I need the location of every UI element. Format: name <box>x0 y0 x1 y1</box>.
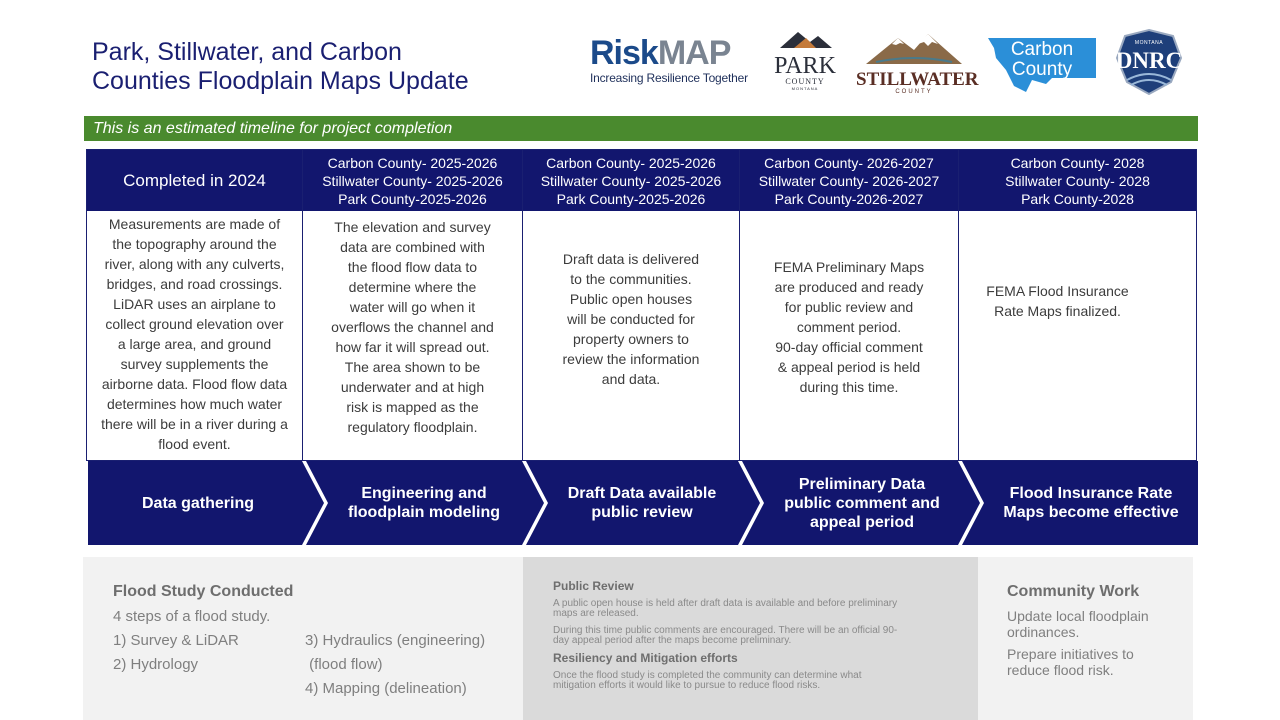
carbon-logo-text <box>986 40 1098 80</box>
column-body-text <box>303 217 522 437</box>
flood-study-step: 2) Hydrology <box>113 656 199 673</box>
paragraph-line: maps are released. <box>553 608 639 619</box>
column-header-line: Carbon County- 2026-2027 <box>764 154 934 171</box>
body-line: overflows the channel and <box>331 319 494 335</box>
body-line: are produced and ready <box>774 279 924 295</box>
dnrc-logo-state: MONTANA <box>1134 40 1164 46</box>
body-line: flood event. <box>158 436 231 452</box>
flood-study-step: 1) Survey & LiDAR <box>113 632 239 649</box>
paragraph-line: Once the flood study is completed the community can determine what <box>553 670 862 681</box>
body-line: Public open houses <box>569 291 693 307</box>
flood-study-step: (flood flow) <box>305 656 383 673</box>
column-header-line: Carbon County- 2025-2026 <box>546 154 716 171</box>
park-logo-state: MONTANA <box>791 86 819 91</box>
body-line: determines how much water <box>106 396 283 412</box>
flood-study-step: 3) Hydraulics (engineering) <box>305 632 486 649</box>
column-body <box>87 211 302 460</box>
phase-label-line: Flood Insurance Rate <box>1009 485 1173 502</box>
body-line: to the communities. <box>570 271 692 287</box>
body-line: The elevation and survey <box>334 219 491 235</box>
phase-label <box>978 461 1204 545</box>
body-line: 90-day official comment <box>775 339 923 355</box>
stillwater-mountain-icon <box>856 32 972 66</box>
column-body-text <box>87 214 302 454</box>
body-line: and data. <box>601 371 661 387</box>
body-line: data are combined with <box>340 239 485 255</box>
column-header <box>523 150 739 211</box>
column-body <box>740 211 958 460</box>
column-body <box>959 211 1196 460</box>
public-review-paragraph <box>553 599 897 619</box>
riskmap-logo <box>590 36 755 85</box>
phase-label <box>314 461 534 545</box>
timeline-column <box>958 150 1196 460</box>
community-work-panel <box>978 557 1193 720</box>
community-work-title: Community Work <box>1007 583 1140 600</box>
phase-label-line: appeal period <box>809 513 915 531</box>
body-line: during this time. <box>799 379 899 395</box>
timeline-column <box>302 150 522 460</box>
phase-label <box>88 461 308 545</box>
body-line: the topography around the <box>112 236 277 252</box>
column-header-line: Stillwater County- 2026-2027 <box>758 172 940 189</box>
column-header <box>303 150 522 211</box>
body-line: collect ground elevation over <box>105 316 284 332</box>
timeline-column <box>87 150 302 460</box>
phase-label-line: Data gathering <box>141 494 254 512</box>
column-header-line: Carbon County- 2028 <box>1010 154 1145 171</box>
timeline-banner: This is an estimated timeline for project completion <box>84 116 1198 141</box>
phase-chevron-bar <box>88 461 1200 545</box>
body-line: Draft data is delivered <box>562 251 700 267</box>
column-body-text <box>939 281 1176 321</box>
dnrc-logo <box>1113 28 1185 96</box>
column-body-text <box>523 249 739 389</box>
column-header-line: Stillwater County- 2028 <box>1005 172 1150 189</box>
phase-label-line: floodplain modeling <box>348 504 500 521</box>
flood-study-step: 4) Mapping (delineation) <box>305 680 467 697</box>
paragraph-line: During this time public comments are encouraged. There will be an official 90- <box>553 625 898 636</box>
phase-label-line: Draft Data available <box>567 485 717 502</box>
flood-study-title: Flood Study Conducted <box>113 583 294 600</box>
page-title-line2: Counties Floodplain Maps Update <box>92 67 469 95</box>
column-header-line: Carbon County- 2025-2026 <box>327 154 498 171</box>
page-title-line1: Park, Stillwater, and Carbon <box>92 38 402 66</box>
body-line: how far it will spread out. <box>335 339 490 355</box>
resiliency-paragraph <box>553 671 862 691</box>
riskmap-tagline: Increasing Resilience Together <box>590 71 748 85</box>
public-review-paragraph <box>553 626 897 646</box>
item-line: Prepare initiatives to <box>1007 646 1134 662</box>
item-line: Update local floodplain <box>1007 608 1149 624</box>
community-work-item <box>1007 608 1149 640</box>
page-title <box>92 38 572 96</box>
flood-study-panel <box>83 557 523 720</box>
body-line: underwater and at high <box>340 379 485 395</box>
body-line: water will go when it <box>349 299 476 315</box>
column-header-line: Stillwater County- 2025-2026 <box>322 172 503 189</box>
column-header-line: Park County-2025-2026 <box>338 190 487 207</box>
item-line: reduce flood risk. <box>1007 662 1114 678</box>
dnrc-logo-name: DNRC <box>1115 48 1183 73</box>
community-work-item <box>1007 646 1134 678</box>
body-line: LiDAR uses an airplane to <box>113 296 276 312</box>
body-line: a large area, and ground <box>117 336 272 352</box>
body-line: regulatory floodplain. <box>347 419 478 435</box>
riskmap-logo-map: MAP <box>657 34 731 72</box>
body-line: there will be in a river during a <box>101 416 288 432</box>
stillwater-logo-name: STILLWATER <box>856 69 979 90</box>
carbon-logo-line2: County <box>1011 59 1073 80</box>
body-line: property owners to <box>573 331 689 347</box>
body-line: Measurements are made of <box>108 216 281 232</box>
column-header-line: Park County-2025-2026 <box>556 190 706 207</box>
phase-label <box>752 461 972 545</box>
body-line: review the information <box>562 351 700 367</box>
park-county-logo <box>766 30 844 91</box>
timeline-column <box>522 150 739 460</box>
stillwater-logo-sub: COUNTY <box>895 89 933 95</box>
body-line: airborne data. Flood flow data <box>101 376 288 392</box>
body-line: FEMA Flood Insurance <box>986 283 1129 299</box>
column-body-text <box>740 257 958 397</box>
column-header-line: Park County-2028 <box>1021 190 1134 207</box>
flood-study-intro: 4 steps of a flood study. <box>113 608 271 625</box>
column-header <box>87 150 302 211</box>
timeline-table <box>86 149 1197 461</box>
public-review-panel <box>523 557 978 720</box>
phase-label-line: Preliminary Data <box>798 475 926 493</box>
phase-label-line: Maps become effective <box>1003 504 1179 521</box>
column-body <box>303 211 522 460</box>
timeline-column <box>739 150 958 460</box>
park-logo-name: PARK <box>774 53 836 79</box>
paragraph-line: mitigation efforts it would like to pursue to reduce flood risks. <box>553 680 821 691</box>
body-line: bridges, and road crossings. <box>106 276 283 292</box>
body-line: survey supplements the <box>120 356 269 372</box>
park-logo-sub: COUNTY <box>785 77 825 86</box>
column-header-line: Stillwater County- 2025-2026 <box>540 172 722 189</box>
column-header-line: Park County-2026-2027 <box>774 190 924 207</box>
public-review-heading: Public Review <box>553 579 634 593</box>
stillwater-county-logo <box>856 32 979 95</box>
body-line: comment period. <box>796 319 902 335</box>
body-line: river, along with any culverts, <box>104 256 285 272</box>
phase-label-line: public comment and <box>784 494 940 512</box>
phase-label-line: public review <box>591 504 693 521</box>
column-header <box>740 150 958 211</box>
paragraph-line: day appeal period after the maps become preliminary. <box>553 635 792 646</box>
carbon-county-logo <box>986 36 1098 98</box>
body-line: & appeal period is held <box>777 359 921 375</box>
body-line: for public review and <box>784 299 914 315</box>
body-line: The area shown to be <box>344 359 481 375</box>
column-body <box>523 211 739 460</box>
body-line: Rate Maps finalized. <box>994 303 1121 319</box>
phase-label <box>532 461 752 545</box>
body-line: risk is mapped as the <box>346 399 479 415</box>
body-line: FEMA Preliminary Maps <box>773 259 925 275</box>
riskmap-logo-risk: Risk <box>590 34 658 72</box>
body-line: determine where the <box>348 279 477 295</box>
park-mountain-icon <box>766 30 844 50</box>
column-header <box>959 150 1196 211</box>
column-header-line: Completed in 2024 <box>123 170 266 190</box>
carbon-logo-line1: Carbon <box>1010 39 1074 60</box>
item-line: ordinances. <box>1007 624 1080 640</box>
body-line: the flood flow data to <box>347 259 478 275</box>
paragraph-line: A public open house is held after draft data is available and before preliminary <box>553 598 898 609</box>
resiliency-heading: Resiliency and Mitigation efforts <box>553 651 738 665</box>
phase-label-line: Engineering and <box>361 485 487 502</box>
body-line: will be conducted for <box>567 311 695 327</box>
